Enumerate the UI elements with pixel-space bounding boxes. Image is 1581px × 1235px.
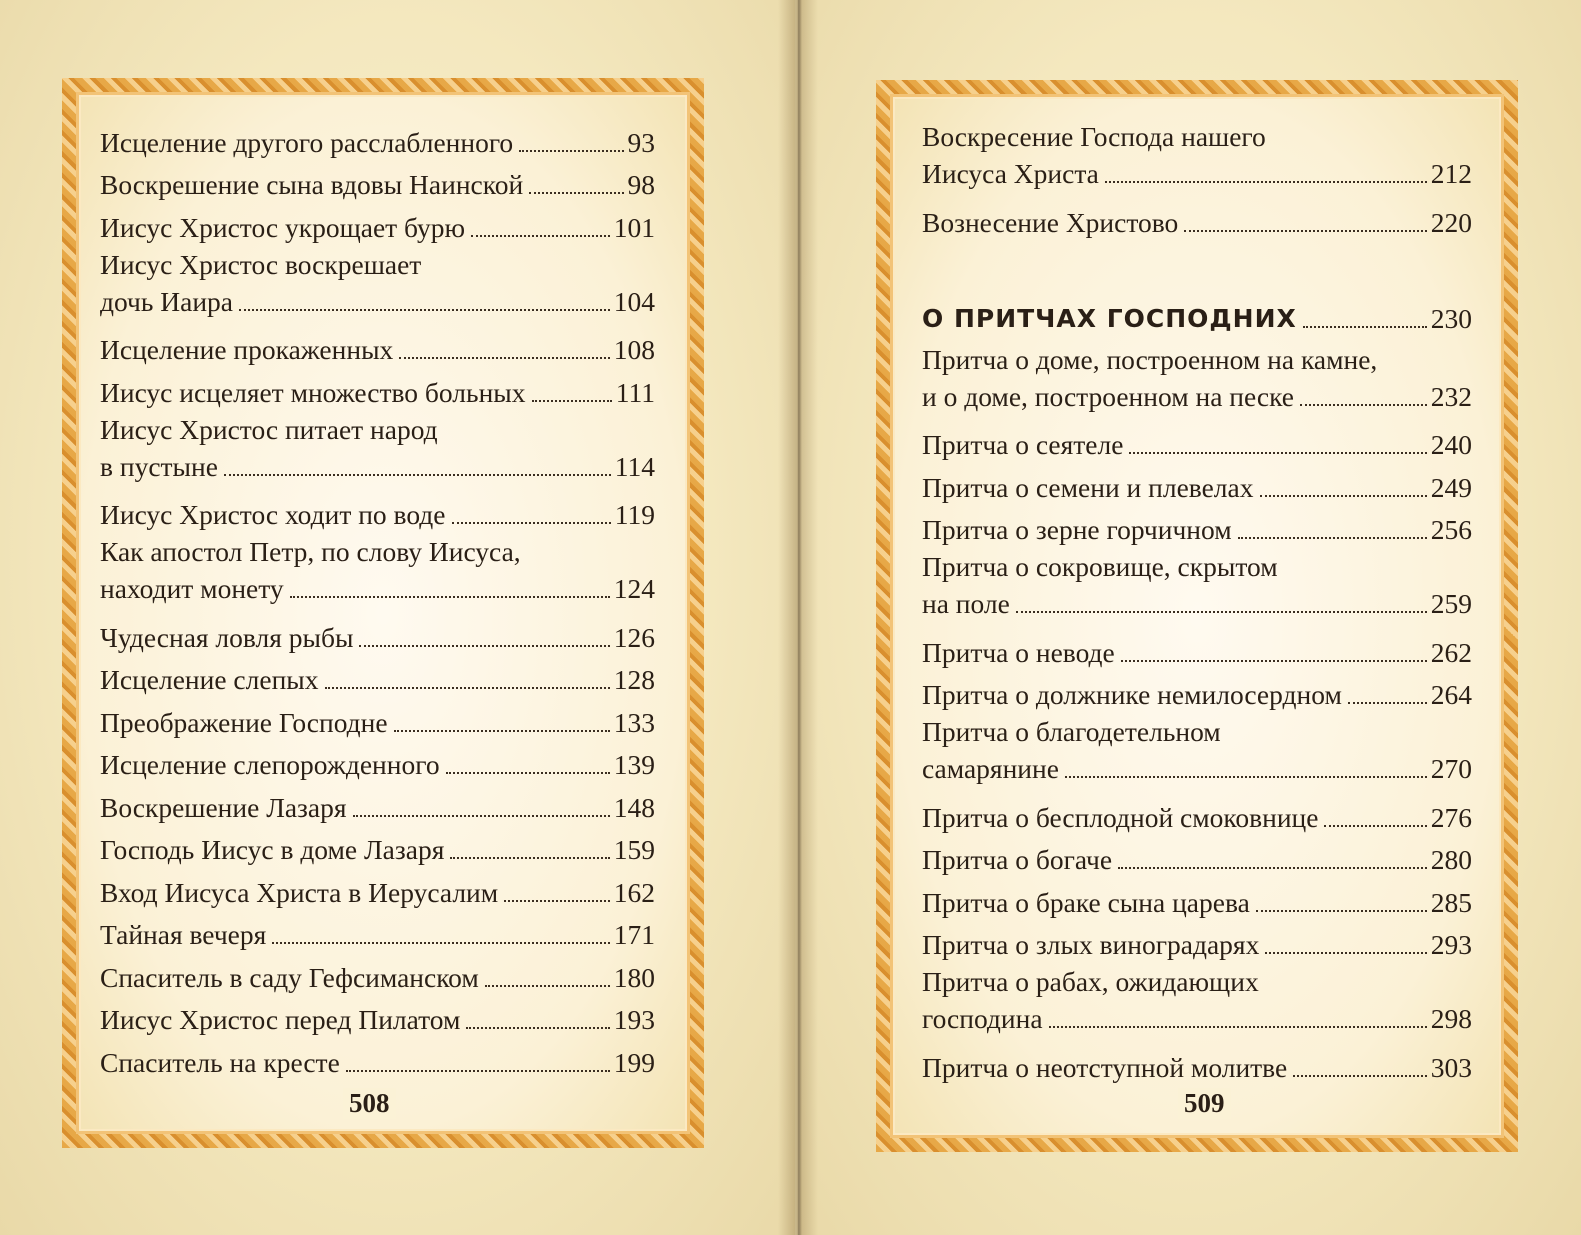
dot-leader — [346, 1070, 610, 1072]
dot-leader — [353, 815, 610, 817]
toc-entry-title: Исцеление прокаженных — [100, 334, 394, 365]
toc-entry[interactable] — [922, 341, 1472, 421]
toc-entry[interactable] — [100, 613, 655, 656]
section-spacer — [922, 241, 1472, 277]
toc-entry-page: 133 — [613, 706, 655, 738]
toc-entry[interactable] — [100, 826, 655, 869]
toc-entry-title-line: Воскресение Господа нашего — [922, 121, 1266, 152]
toc-entry-page: 139 — [613, 749, 655, 780]
toc-entry-page: 148 — [613, 791, 655, 823]
toc-entry[interactable] — [100, 741, 655, 784]
dot-leader — [519, 150, 623, 152]
section-heading-title: О ПРИТЧАХ ГОСПОДНИХ — [922, 303, 1297, 333]
toc-entry-page: 232 — [1430, 380, 1472, 412]
toc-entry[interactable] — [100, 533, 655, 613]
toc-entry-page: 249 — [1430, 471, 1472, 503]
toc-entry-page: 264 — [1430, 679, 1472, 710]
dot-leader — [1016, 611, 1427, 613]
dot-leader — [325, 687, 610, 689]
toc-entry-title: Иисус Христос ходит по воде — [100, 499, 446, 530]
toc-entry-title: Притча о сеятеле — [922, 429, 1124, 460]
toc-entry-last-line — [922, 378, 1472, 415]
toc-entry-title: Притча о злых виноградарях — [922, 929, 1260, 960]
toc-entry-page: 285 — [1430, 886, 1472, 918]
dot-leader — [1256, 910, 1427, 912]
toc-entry-page: 93 — [627, 126, 655, 158]
toc-entry-title: Воскрешение Лазаря — [100, 791, 347, 823]
toc-entry-title-line: господина — [922, 1003, 1043, 1034]
dot-leader — [399, 357, 609, 359]
toc-entry-page: 240 — [1430, 429, 1472, 460]
toc-entry[interactable] — [100, 911, 655, 954]
toc-entry[interactable] — [100, 326, 655, 369]
dot-leader — [450, 857, 609, 859]
toc-entry-page: 199 — [613, 1046, 655, 1078]
dot-leader — [504, 900, 610, 902]
toc-entry-page: 280 — [1430, 844, 1472, 875]
toc-entry-title: Иисус Христос перед Пилатом — [100, 1004, 461, 1035]
toc-entry[interactable] — [100, 783, 655, 826]
dot-leader — [1265, 952, 1426, 954]
toc-entry-last-line — [922, 585, 1472, 622]
dot-leader — [532, 400, 612, 402]
toc-entry-page: 114 — [614, 450, 655, 482]
toc-entry-title-line: Притча о доме, построенном на камне, — [922, 343, 1378, 375]
toc-entry-page: 126 — [613, 621, 655, 653]
toc-entry-last-line — [100, 570, 655, 607]
dot-leader — [471, 235, 610, 237]
toc-entry-title: Притча о бесплодной смоковнице — [922, 801, 1319, 833]
toc-entry-title-line: Притча о рабах, ожидающих — [922, 966, 1259, 997]
toc-entry-title-line: Притча о сокровище, скрытом — [922, 551, 1278, 582]
toc-entry-title: Исцеление другого расслабленного — [100, 126, 514, 158]
dot-leader — [1129, 452, 1426, 454]
toc-entry[interactable] — [922, 548, 1472, 628]
toc-entry[interactable] — [922, 421, 1472, 464]
toc-entry-title-line: Притча о благодетельном — [922, 716, 1221, 747]
dot-leader — [224, 474, 611, 476]
toc-entry-page: 262 — [1430, 636, 1472, 668]
toc-entry-title-line: в пустыне — [100, 450, 218, 482]
dot-leader — [1260, 495, 1427, 497]
dot-leader — [359, 645, 609, 647]
toc-entry-title-line: самарянине — [922, 753, 1059, 784]
dot-leader — [1293, 1075, 1427, 1077]
toc-entry-page: 104 — [613, 285, 655, 317]
toc-entry[interactable] — [922, 1043, 1472, 1086]
toc-entry[interactable] — [100, 203, 655, 246]
toc-entry-page: 108 — [613, 334, 655, 365]
toc-entry-title: Притча о семени и плевелах — [922, 471, 1254, 503]
dot-leader — [1121, 660, 1427, 662]
toc-entry-last-line — [100, 448, 655, 485]
toc-entry[interactable] — [922, 836, 1472, 879]
toc-entry[interactable] — [922, 963, 1472, 1043]
toc-entry-page: 180 — [613, 961, 655, 993]
dot-leader — [485, 985, 610, 987]
toc-entry-page: 111 — [615, 376, 655, 408]
toc-entry-title: Чудесная ловля рыбы — [100, 621, 354, 653]
toc-entry-title-line: на поле — [922, 588, 1010, 619]
toc-entry[interactable] — [100, 118, 655, 161]
toc-entry-page: 98 — [627, 169, 655, 200]
toc-entry-title: Вход Иисуса Христа в Иерусалим — [100, 876, 499, 908]
toc-entry[interactable] — [922, 713, 1472, 793]
toc-entry-title: Исцеление слепых — [100, 664, 319, 695]
page-number-left: 508 — [343, 1088, 396, 1119]
toc-entry-title-line: и о доме, построенном на песке — [922, 380, 1294, 412]
dot-leader — [394, 730, 610, 732]
toc-entry-page: 298 — [1430, 1003, 1472, 1034]
toc-entry-title-line: Иисус Христос питает народ — [100, 413, 438, 445]
toc-entry[interactable] — [100, 411, 655, 491]
toc-entry[interactable] — [922, 118, 1472, 198]
toc-entry-title: Тайная вечеря — [100, 919, 267, 950]
toc-entry-title-line: Иисуса Христа — [922, 158, 1099, 189]
toc-entry-title: Воскрешение сына вдовы Наинской — [100, 169, 524, 200]
toc-entry[interactable] — [100, 953, 655, 996]
dot-leader — [1105, 181, 1427, 183]
toc-entry[interactable] — [100, 656, 655, 699]
toc-entry-title: Притча о богаче — [922, 844, 1113, 875]
toc-entry-title: Притча о браке сына царева — [922, 886, 1250, 918]
toc-entry-last-line — [922, 155, 1472, 192]
dot-leader — [272, 942, 609, 944]
toc-entry-title: Господь Иисус в доме Лазаря — [100, 834, 445, 865]
toc-entry-last-line — [922, 1000, 1472, 1037]
toc-entry[interactable] — [100, 996, 655, 1039]
dot-leader — [1324, 825, 1426, 827]
toc-entry-page: 270 — [1430, 753, 1472, 784]
book-gutter — [778, 0, 818, 1235]
toc-entry-title: Вознесение Христово — [922, 206, 1179, 238]
section-heading-entry[interactable] — [922, 277, 1472, 337]
toc-entry-title: Притча о неотступной молитве — [922, 1051, 1288, 1083]
toc-entry-page: 193 — [613, 1004, 655, 1035]
toc-entry-page: 230 — [1430, 302, 1472, 334]
dot-leader — [1118, 867, 1427, 869]
toc-entry-last-line — [100, 283, 655, 320]
dot-leader — [466, 1027, 609, 1029]
toc-entry[interactable] — [100, 698, 655, 741]
toc-entry-title-line: находит монету — [100, 573, 284, 604]
toc-entry[interactable] — [922, 878, 1472, 921]
toc-entry[interactable] — [922, 793, 1472, 836]
dot-leader — [1238, 537, 1427, 539]
dot-leader — [1300, 404, 1427, 406]
toc-entry-page: 171 — [613, 919, 655, 950]
page-number-right: 509 — [1178, 1088, 1231, 1119]
dot-leader — [1348, 702, 1427, 704]
toc-entry-page: 124 — [613, 573, 655, 604]
table-of-contents-right — [922, 118, 1472, 1086]
toc-entry-title: Преображение Господне — [100, 706, 388, 738]
dot-leader — [1049, 1026, 1427, 1028]
dot-leader — [1184, 230, 1426, 232]
dot-leader — [529, 192, 623, 194]
toc-entry[interactable] — [922, 463, 1472, 506]
dot-leader — [446, 772, 610, 774]
toc-entry-page: 293 — [1430, 929, 1472, 960]
toc-entry-last-line — [922, 750, 1472, 787]
toc-entry[interactable] — [100, 246, 655, 326]
toc-entry-title: Спаситель на кресте — [100, 1046, 340, 1078]
toc-entry-page: 259 — [1430, 588, 1472, 619]
toc-entry[interactable] — [922, 671, 1472, 714]
toc-entry[interactable] — [100, 1038, 655, 1081]
dot-leader — [1065, 776, 1427, 778]
toc-entry-title-line: Как апостол Петр, по слову Иисуса, — [100, 536, 521, 567]
toc-entry-page: 212 — [1430, 158, 1472, 189]
dot-leader — [1303, 326, 1427, 328]
toc-entry-title: Притча о должнике немилосердном — [922, 679, 1342, 710]
table-of-contents-left — [100, 118, 655, 1081]
toc-entry[interactable] — [100, 161, 655, 204]
toc-entry-page: 220 — [1430, 206, 1472, 238]
toc-entry-title: Притча о неводе — [922, 636, 1115, 668]
toc-entry-page: 159 — [613, 834, 655, 865]
toc-entry-title-line: Иисус Христос воскрешает — [100, 248, 422, 280]
toc-entry[interactable] — [922, 506, 1472, 549]
toc-entry-title-line: дочь Иаира — [100, 285, 234, 317]
toc-entry-title: Иисус Христос укрощает бурю — [100, 211, 466, 243]
toc-entry-page: 119 — [614, 499, 655, 530]
toc-entry-title: Спаситель в саду Гефсиманском — [100, 961, 479, 993]
toc-entry[interactable] — [100, 491, 655, 534]
toc-entry[interactable] — [922, 198, 1472, 241]
toc-entry-page: 101 — [613, 211, 655, 243]
toc-entry[interactable] — [922, 628, 1472, 671]
toc-entry-page: 276 — [1430, 801, 1472, 833]
toc-entry-page: 303 — [1430, 1051, 1472, 1083]
toc-entry-page: 128 — [613, 664, 655, 695]
toc-entry-title: Исцеление слепорожденного — [100, 749, 440, 780]
dot-leader — [452, 522, 611, 524]
toc-entry[interactable] — [100, 368, 655, 411]
toc-entry-page: 256 — [1430, 514, 1472, 545]
dot-leader — [290, 596, 610, 598]
toc-entry-page: 162 — [613, 876, 655, 908]
toc-entry-title: Притча о зерне горчичном — [922, 514, 1232, 545]
dot-leader — [239, 309, 610, 311]
toc-entry[interactable] — [922, 921, 1472, 964]
toc-entry[interactable] — [100, 868, 655, 911]
toc-entry-title: Иисус исцеляет множество больных — [100, 376, 526, 408]
